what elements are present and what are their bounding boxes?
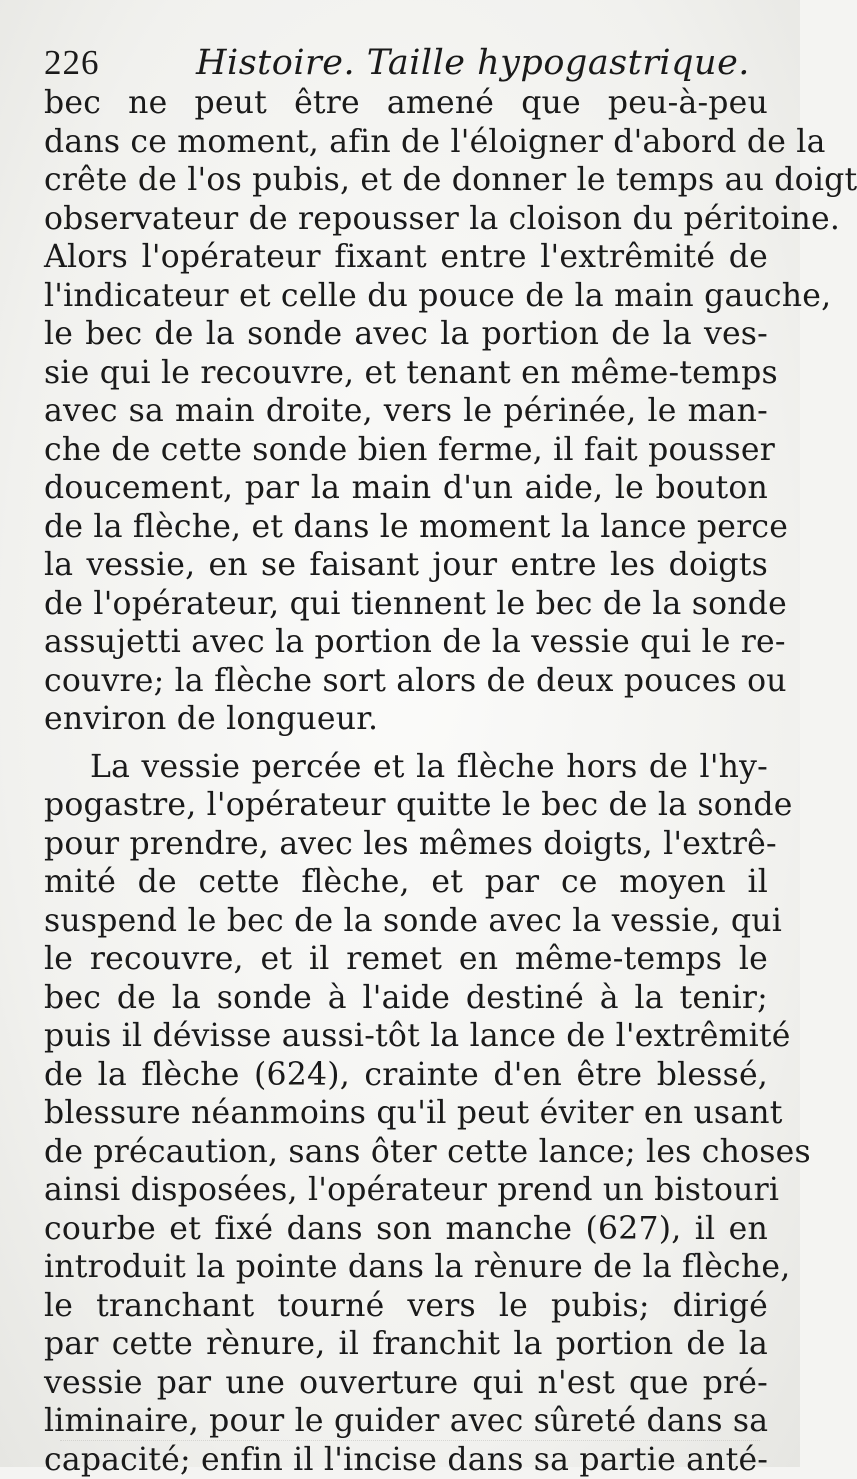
text-line: mité de cette flèche, et par ce moyen il — [44, 863, 768, 902]
running-title: Histoire. Taille hypogastrique. — [196, 38, 750, 88]
text-line: capacité; enfin il l'incise dans sa partie anté- — [44, 1441, 768, 1479]
text-line: blessure néanmoins qu'il peut éviter en usant — [44, 1094, 768, 1133]
text-line: puis il dévisse aussi-tôt la lance de l'extrêmité — [44, 1017, 768, 1056]
text-line: l'indicateur et celle du pouce de la main gauche, — [44, 277, 768, 316]
text-line: dans ce moment, afin de l'éloigner d'abord de la — [44, 123, 768, 162]
text-line: bec ne peut être amené que peu-à-peu — [44, 84, 768, 123]
text-line: avec sa main droite, vers le périnée, le man- — [44, 392, 768, 431]
text-line: de la flèche (624), crainte d'en être blessé, — [44, 1056, 768, 1095]
text-line: de précaution, sans ôter cette lance; les choses — [44, 1133, 768, 1172]
text-line: introduit la pointe dans la rènure de la flèche, — [44, 1248, 768, 1287]
text-line: couvre; la flèche sort alors de deux pouces ou — [44, 662, 768, 701]
text-line: observateur de repousser la cloison du péritoine. — [44, 200, 768, 239]
text-line: che de cette sonde bien ferme, il fait pousser — [44, 431, 768, 470]
text-line: la vessie, en se faisant jour entre les doigts — [44, 546, 768, 585]
text-line: vessie par une ouverture qui n'est que pré- — [44, 1364, 768, 1403]
bleed-through-mark — [60, 1440, 760, 1459]
text-line: sie qui le recouvre, et tenant en même-temps — [44, 354, 768, 393]
text-line: environ de longueur. — [44, 700, 768, 739]
text-line: doucement, par la main d'un aide, le bouton — [44, 469, 768, 508]
text-line: le recouvre, et il remet en même-temps le — [44, 940, 768, 979]
text-line: ainsi disposées, l'opérateur prend un bistouri — [44, 1171, 768, 1210]
text-line: suspend le bec de la sonde avec la vessie, qui — [44, 902, 768, 941]
text-line: le tranchant tourné vers le pubis; dirigé — [44, 1287, 768, 1326]
text-line: Alors l'opérateur fixant entre l'extrêmité de — [44, 238, 768, 277]
paragraph-start-line: La vessie percée et la flèche hors de l'hy- — [44, 748, 768, 787]
page-header — [44, 38, 764, 88]
text-line: le bec de la sonde avec la portion de la ves- — [44, 315, 768, 354]
text-line: pogastre, l'opérateur quitte le bec de la sonde — [44, 786, 768, 825]
text-line: par cette rènure, il franchit la portion de la — [44, 1325, 768, 1364]
body-text — [44, 84, 768, 1479]
text-line: crête de l'os pubis, et de donner le temps au doigt — [44, 161, 768, 200]
text-line: pour prendre, avec les mêmes doigts, l'extrê- — [44, 825, 768, 864]
text-line: bec de la sonde à l'aide destiné à la tenir; — [44, 979, 768, 1018]
text-line: courbe et fixé dans son manche (627), il en — [44, 1210, 768, 1249]
text-line: de la flèche, et dans le moment la lance perce — [44, 508, 768, 547]
page-number: 226 — [44, 38, 100, 88]
text-line: de l'opérateur, qui tiennent le bec de la sonde — [44, 585, 768, 624]
text-line: liminaire, pour le guider avec sûreté dans sa — [44, 1402, 768, 1441]
text-line: assujetti avec la portion de la vessie qui le re- — [44, 623, 768, 662]
